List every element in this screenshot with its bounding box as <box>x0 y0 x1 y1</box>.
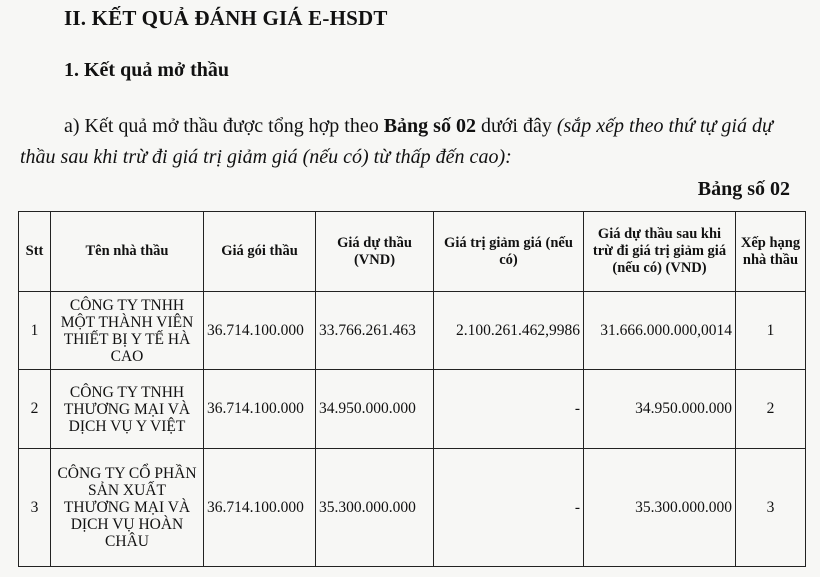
table-row <box>19 449 806 567</box>
row-package-price: 36.714.100.000 <box>204 292 316 370</box>
intro-bold-ref: Bảng số 02 <box>383 115 476 137</box>
row-stt: 1 <box>19 292 51 370</box>
row-bid-price: 34.950.000.000 <box>316 370 434 449</box>
header-discount: Giá trị giảm giá (nếu có) <box>434 212 584 292</box>
intro-prefix: a) Kết quả mở thầu được tổng hợp theo <box>64 115 384 137</box>
row-bid-price: 35.300.000.000 <box>316 449 434 567</box>
intro-middle: dưới đây <box>475 115 557 137</box>
header-final-price: Giá dự thầu sau khi trừ đi giá trị giảm giá (nếu có) (VND) <box>584 212 736 292</box>
row-contractor-name: CÔNG TY CỔ PHẦN SẢN XUẤT THƯƠNG MẠI VÀ DỊCH VỤ HOÀN CHÂU <box>51 449 204 567</box>
section-title: II. KẾT QUẢ ĐÁNH GIÁ E-HSDT <box>64 6 388 30</box>
row-package-price: 36.714.100.000 <box>204 449 316 567</box>
row-contractor-name: CÔNG TY TNHH THƯƠNG MẠI VÀ DỊCH VỤ Y VIỆT <box>51 370 204 449</box>
header-contractor-name: Tên nhà thầu <box>51 212 204 292</box>
bid-results-table <box>18 211 806 567</box>
row-stt: 3 <box>19 449 51 567</box>
header-stt: Stt <box>19 212 51 292</box>
row-package-price: 36.714.100.000 <box>204 370 316 449</box>
table-row <box>19 370 806 449</box>
intro-italic-note: (sắp xếp theo thứ tự giá dự thầu sau khi trừ đi giá trị giảm giá (nếu có) từ thấp đến cao): <box>20 115 773 168</box>
table-row <box>19 292 806 370</box>
row-stt: 2 <box>19 370 51 449</box>
intro-paragraph <box>20 111 800 173</box>
row-discount: - <box>434 449 584 567</box>
table-header-row <box>19 212 806 292</box>
row-final-price: 31.666.000.000,0014 <box>584 292 736 370</box>
row-rank: 1 <box>736 292 806 370</box>
row-discount: - <box>434 370 584 449</box>
row-final-price: 34.950.000.000 <box>584 370 736 449</box>
row-rank: 2 <box>736 370 806 449</box>
header-bid-price: Giá dự thầu (VND) <box>316 212 434 292</box>
subsection-title: 1. Kết quả mở thầu <box>64 59 229 81</box>
row-discount: 2.100.261.462,9986 <box>434 292 584 370</box>
row-contractor-name: CÔNG TY TNHH MỘT THÀNH VIÊN THIẾT BỊ Y TẾ HÀ CAO <box>51 292 204 370</box>
row-bid-price: 33.766.261.463 <box>316 292 434 370</box>
table-caption: Bảng số 02 <box>697 178 790 200</box>
header-rank: Xếp hạng nhà thầu <box>736 212 806 292</box>
row-rank: 3 <box>736 449 806 567</box>
header-package-price: Giá gói thầu <box>204 212 316 292</box>
row-final-price: 35.300.000.000 <box>584 449 736 567</box>
